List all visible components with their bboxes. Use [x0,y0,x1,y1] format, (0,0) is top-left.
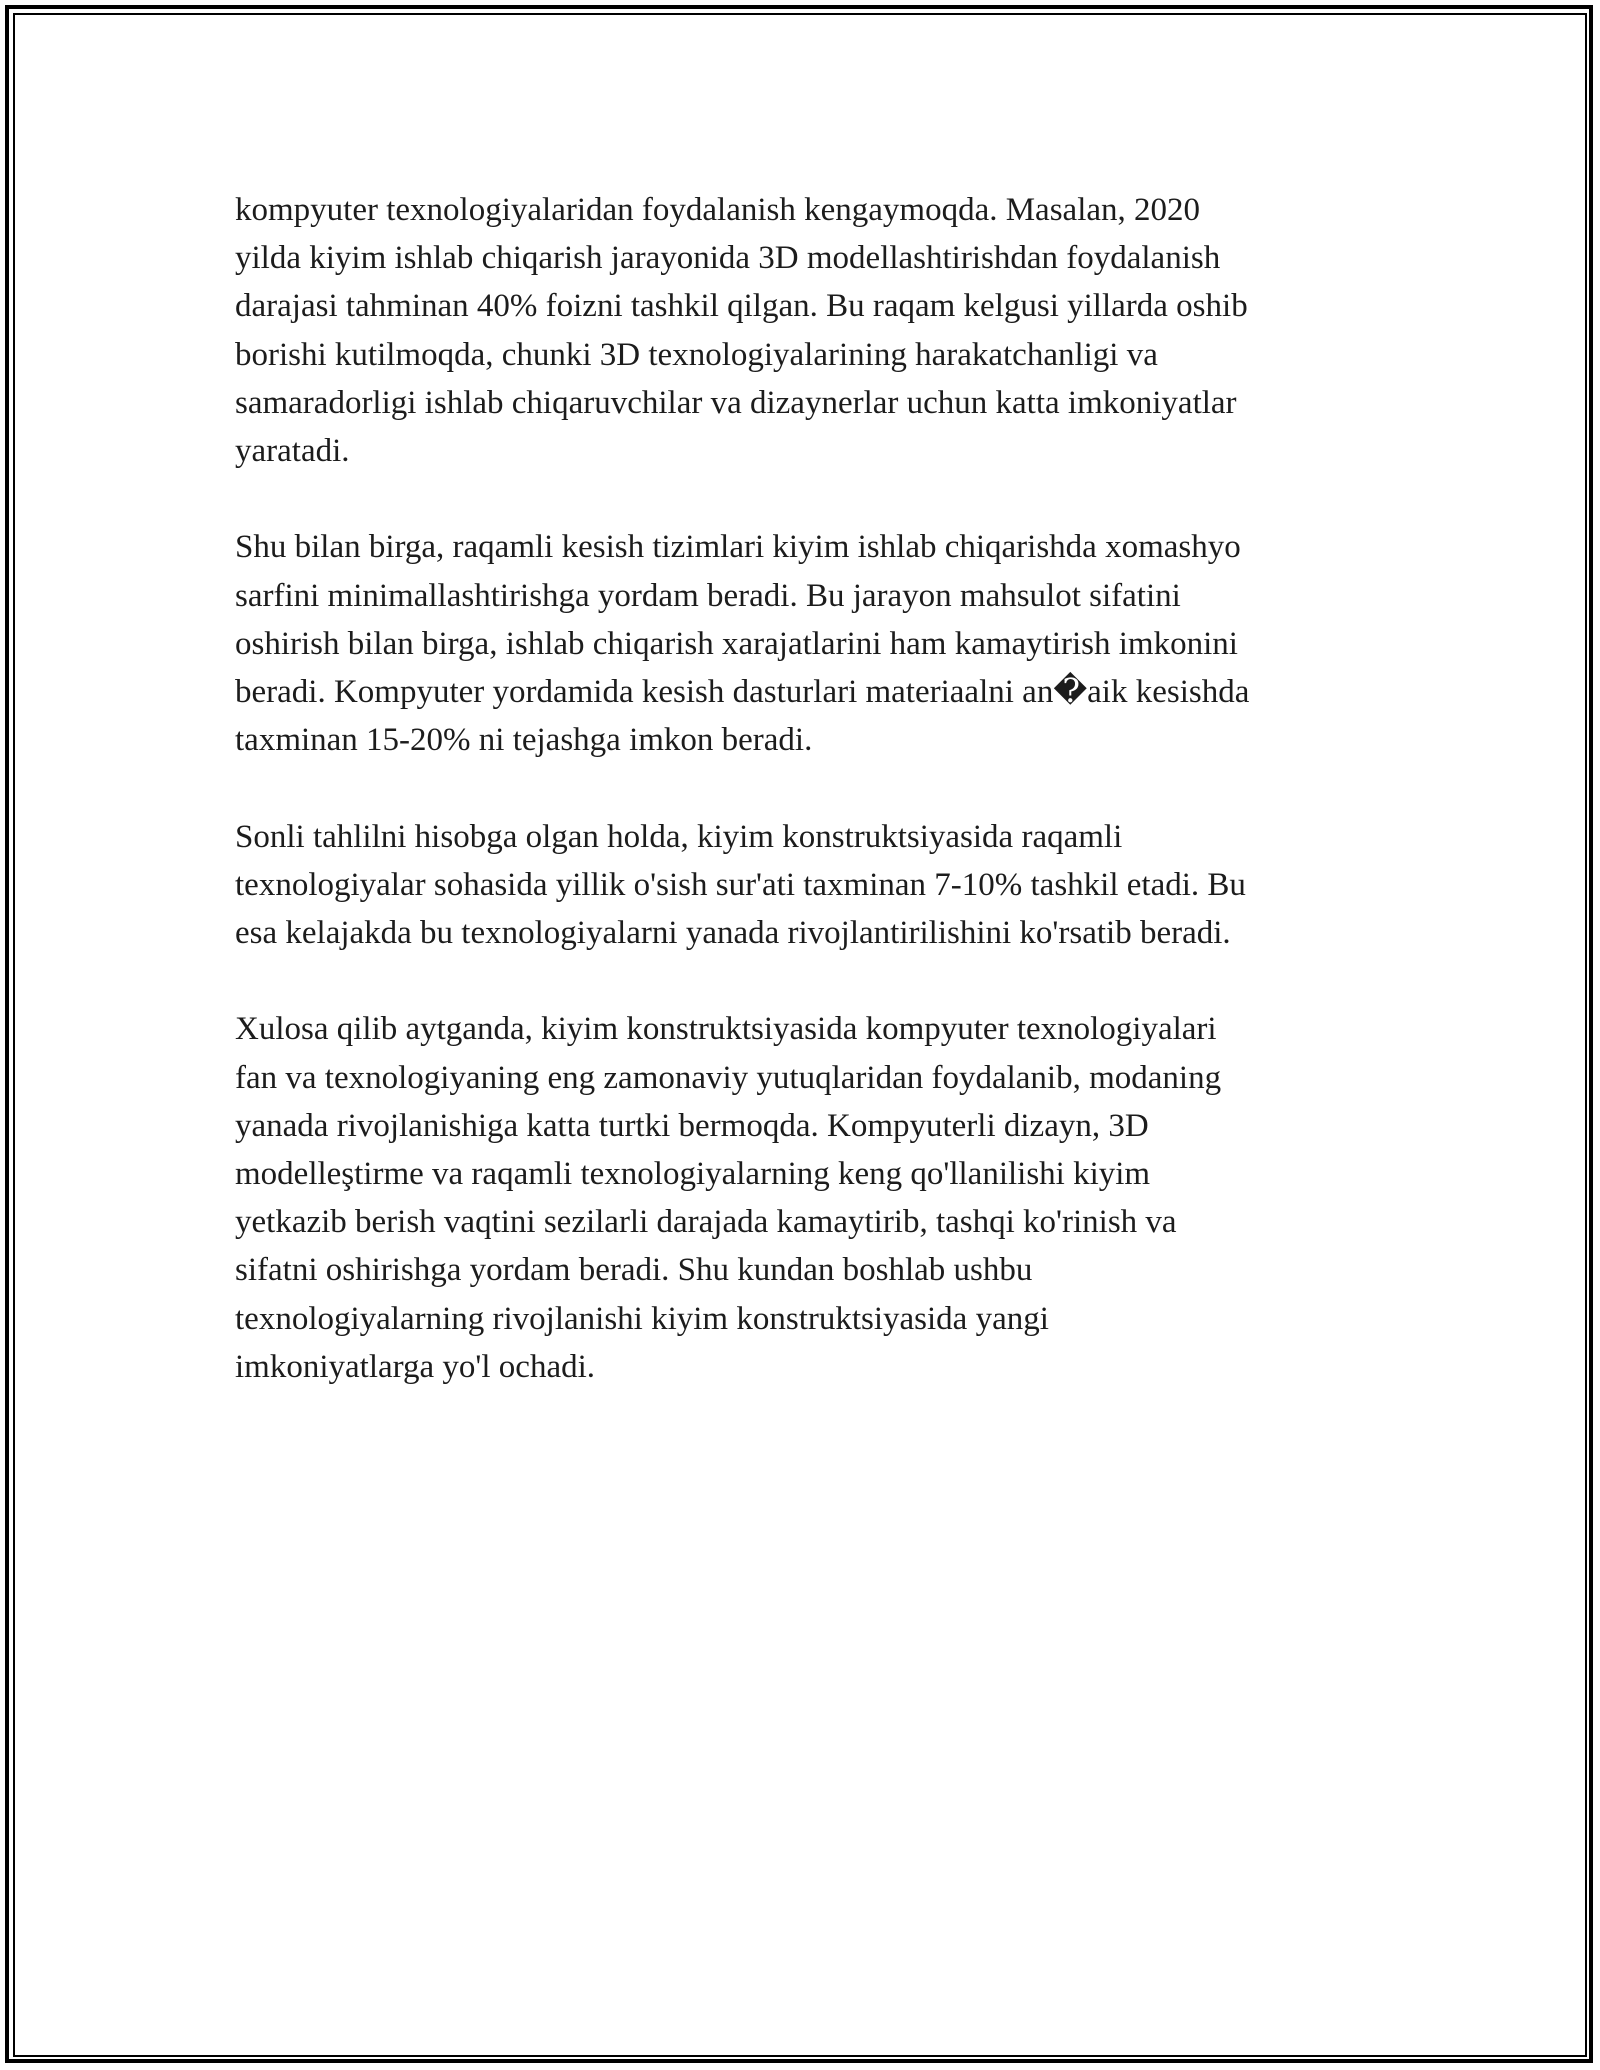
text-line: Sonli tahlilni hisobga olgan holda, kiyim konstruktsiyasida raqamli [235,818,1123,855]
text-line: modelleştirme va raqamli texnologiyalarning keng qo'llanilishi kiyim [235,1156,1151,1193]
text-line: taxminan 15-20% ni tejashga imkon beradi. [235,722,813,759]
text-line: yaratadi. [235,433,350,470]
text-line: beradi. Kompyuter yordamida kesish dasturlari materiaalni an�aik kesishda [235,674,1250,711]
text-line: sarfini minimallashtirishga yordam beradi. Bu jarayon mahsulot sifatini [235,577,1181,614]
text-line: esa kelajakda bu texnologiyalarni yanada rivojlantirilishini ko'rsatib beradi. [235,915,1231,952]
text-line: Xulosa qilib aytganda, kiyim konstruktsiyasida kompyuter texnologiyalari [235,1011,1217,1048]
text-line: oshirish bilan birga, ishlab chiqarish xarajatlarini ham kamaytirish imkonini [235,625,1238,662]
text-line: texnologiyalarning rivojlanishi kiyim konstruktsiyasida yangi [235,1300,1049,1337]
text-line: samaradorligi ishlab chiqaruvchilar va dizaynerlar uchun katta imkoniyatlar [235,384,1237,421]
text-line: sifatni oshirishga yordam beradi. Shu kundan boshlab ushbu [235,1252,1033,1289]
document-body [235,186,1375,1439]
text-line: kompyuter texnologiyalaridan foydalanish kengaymoqda. Masalan, 2020 [235,192,1201,228]
paragraph-1 [235,186,1375,475]
text-line: yetkazib berish vaqtini sezilarli darajada kamaytirib, tashqi ko'rinish va [235,1204,1177,1241]
text-line: texnologiyalar sohasida yillik o'sish sur'ati taxminan 7-10% tashkil etadi. Bu [235,866,1246,903]
paragraph-3 [235,813,1375,958]
text-line: yanada rivojlanishiga katta turtki bermoqda. Kompyuterli dizayn, 3D [235,1107,1149,1144]
text-line: darajasi tahminan 40% foizni tashkil qilgan. Bu raqam kelgusi yillarda oshib [235,288,1248,325]
text-line: fan va texnologiyaning eng zamonaviy yutuqlaridan foydalanib, modaning [235,1059,1222,1096]
paragraph-4 [235,1005,1375,1391]
text-line: borishi kutilmoqda, chunki 3D texnologiyalarining harakatchanligi va [235,336,1158,373]
text-line: yilda kiyim ishlab chiqarish jarayonida 3D modellashtirishdan foydalanish [235,240,1221,277]
text-line: Shu bilan birga, raqamli kesish tizimlari kiyim ishlab chiqarishda xomashyo [235,529,1241,566]
paragraph-2 [235,523,1375,764]
text-line: imkoniyatlarga yo'l ochadi. [235,1348,596,1385]
